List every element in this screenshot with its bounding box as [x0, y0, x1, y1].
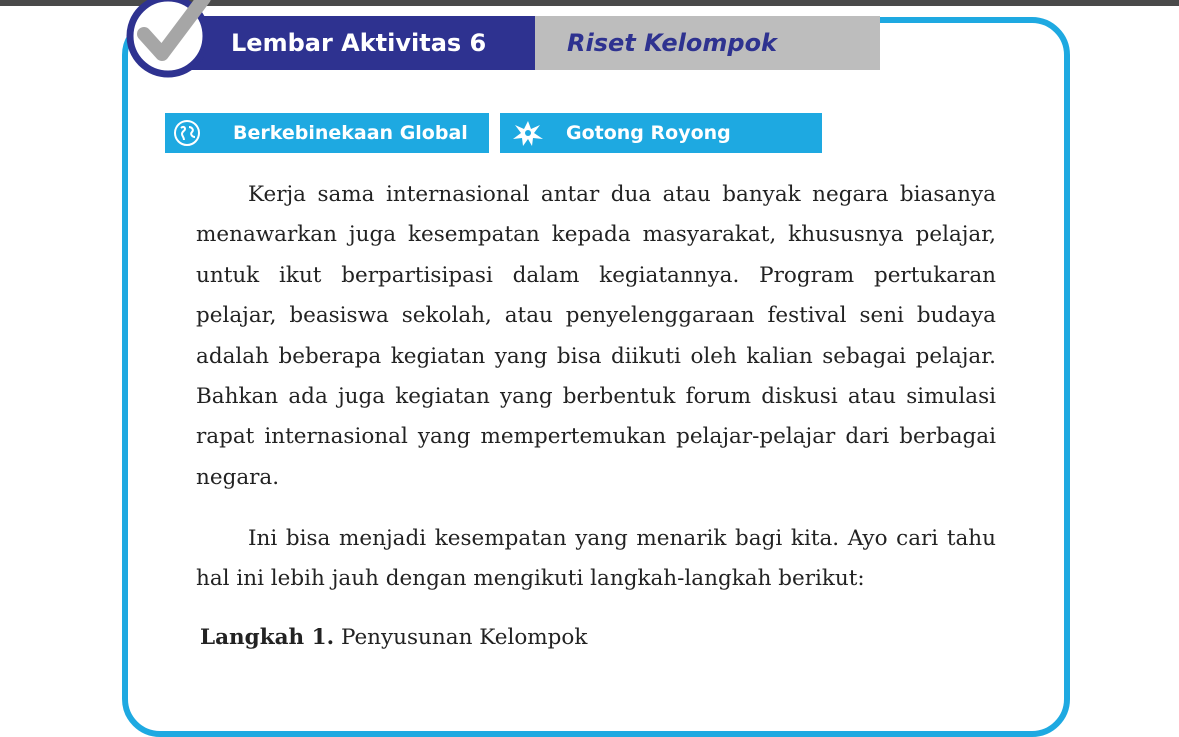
paragraph-2 [196, 519, 996, 600]
tag-label: Berkebinekaan Global [233, 122, 468, 144]
paragraph-1 [196, 175, 996, 498]
paragraph-text: Ini bisa menjadi kesempatan yang menarik bagi kita. Ayo cari tahu hal ini lebih jauh dengan mengikuti langkah-langkah berikut: [196, 526, 996, 592]
activity-subtitle: Riset Kelompok [535, 16, 880, 70]
step-heading [200, 618, 587, 658]
step-label: Langkah 1. [200, 625, 335, 650]
activity-title: Lembar Aktivitas 6 [175, 16, 535, 70]
paragraph-text: Kerja sama internasional antar dua atau banyak negara biasanya menawarkan juga kesempatan kepada masyarakat, khususnya pelajar, untuk ikut berpartisipasi dalam kegiatannya. Program pertukaran pelajar, beasiswa sekolah, atau penyelenggaraan festival seni budaya adalah beberapa kegiatan yang bisa diikuti oleh kalian sebagai pelajar. Bahkan ada juga kegiatan yang berbentuk forum diskusi atau simulasi rapat internasional yang mempertemukan pelajar-pelajar dari berbagai negara. [196, 182, 996, 490]
gotong-royong-icon [510, 119, 546, 147]
step-text: Penyusunan Kelompok [340, 625, 588, 650]
tag-gotong-royong [500, 113, 822, 153]
tag-berkebinekaan-global [165, 113, 489, 153]
tag-label: Gotong Royong [566, 122, 731, 144]
checkmark-icon [124, 0, 212, 80]
globe-icon [173, 119, 201, 147]
